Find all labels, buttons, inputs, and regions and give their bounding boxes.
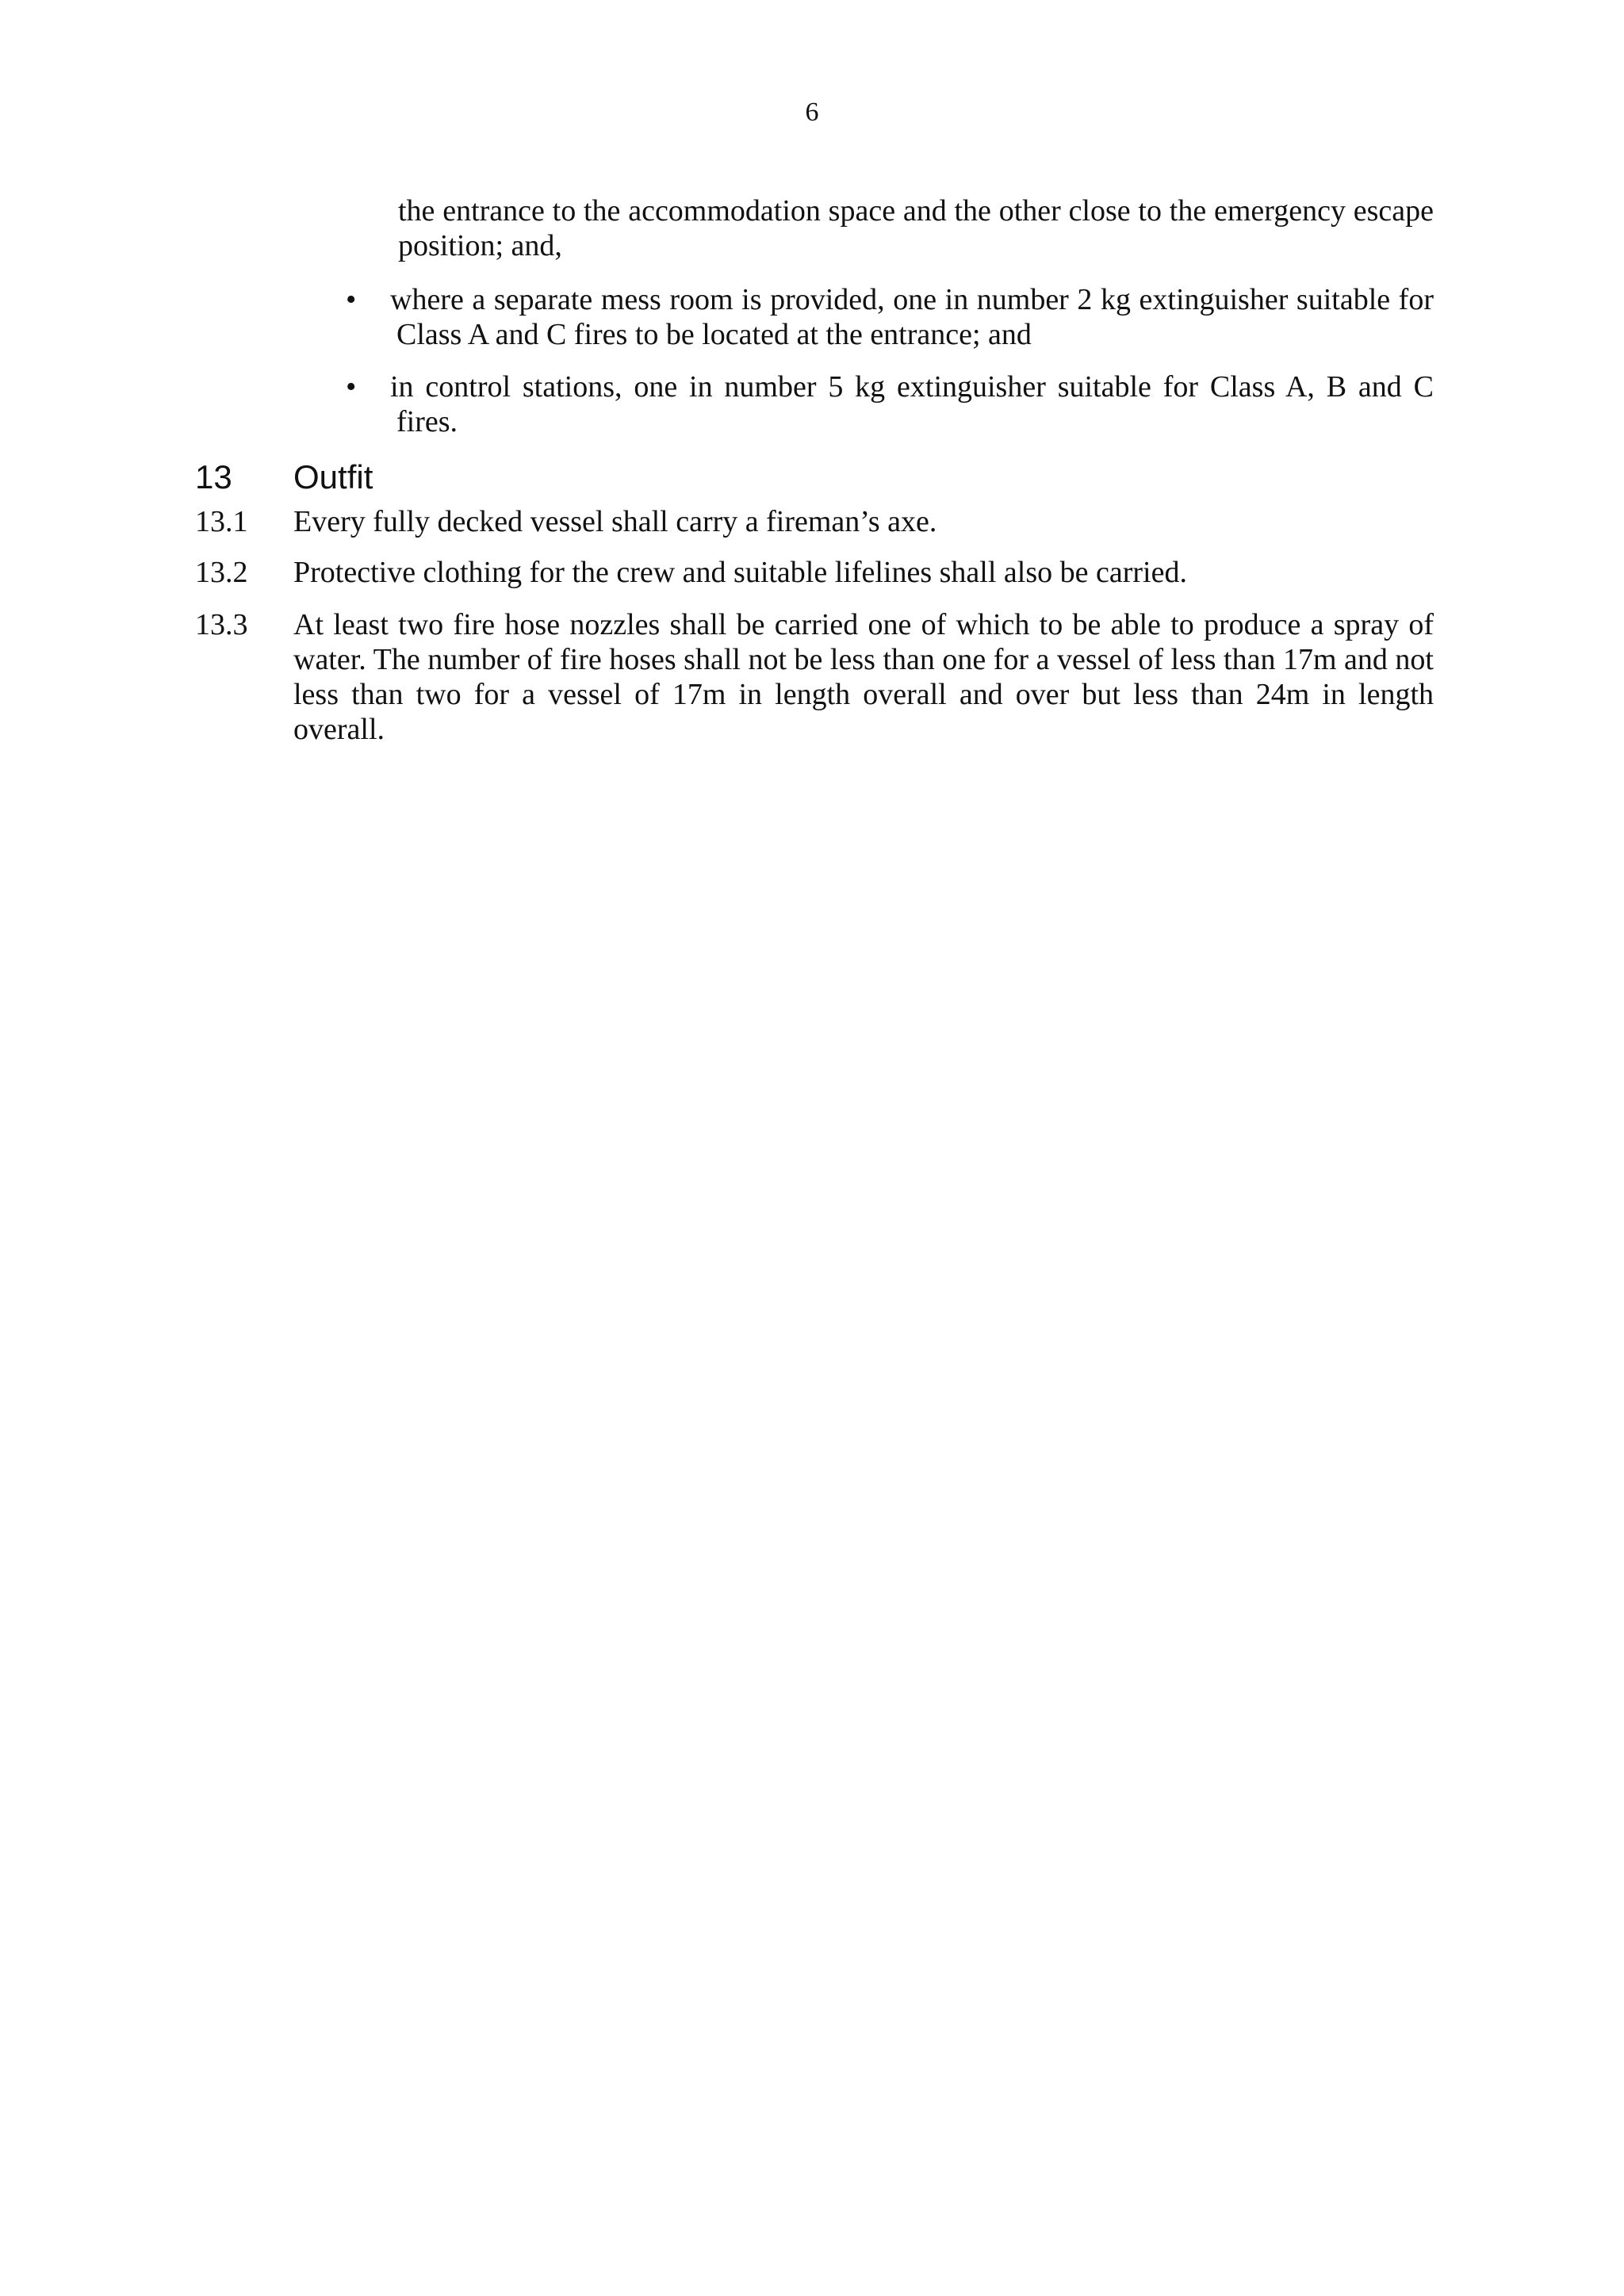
clause xyxy=(195,607,1434,747)
clause-number: 13.2 xyxy=(195,556,248,589)
list-item xyxy=(341,369,1434,439)
list-item-text: in control stations, one in number 5 kg extinguisher suitable for Class A, B and C fires. xyxy=(390,370,1434,438)
clause-number: 13.3 xyxy=(195,608,248,641)
clause-number: 13.1 xyxy=(195,505,248,538)
clause-text: Protective clothing for the crew and suitable lifelines shall also be carried. xyxy=(293,556,1187,589)
bullet-icon: • xyxy=(346,370,357,404)
clause-text: Every fully decked vessel shall carry a fireman’s axe. xyxy=(293,505,937,538)
section-title: Outfit xyxy=(293,458,373,496)
clause xyxy=(195,555,1434,590)
bullet-icon: • xyxy=(346,283,357,316)
list-item xyxy=(341,282,1434,352)
list-item-text: where a separate mess room is provided, one in number 2 kg extinguisher suitable for Class A and C fires to be located at the entrance; and xyxy=(390,283,1434,351)
section-heading xyxy=(195,458,373,496)
page-number: 6 xyxy=(805,98,819,127)
clause-text: At least two fire hose nozzles shall be carried one of which to be able to produce a spray of water. The number of fire hoses shall not be less than one for a vessel of less than 17m and not less than two for a vessel of 17m in length overall and over but less than 24m in length overall. xyxy=(293,608,1434,746)
continuation-paragraph: the entrance to the accommodation space and the other close to the emergency escape position; and, xyxy=(398,194,1434,262)
section-number: 13 xyxy=(195,458,232,496)
clause xyxy=(195,504,1434,539)
